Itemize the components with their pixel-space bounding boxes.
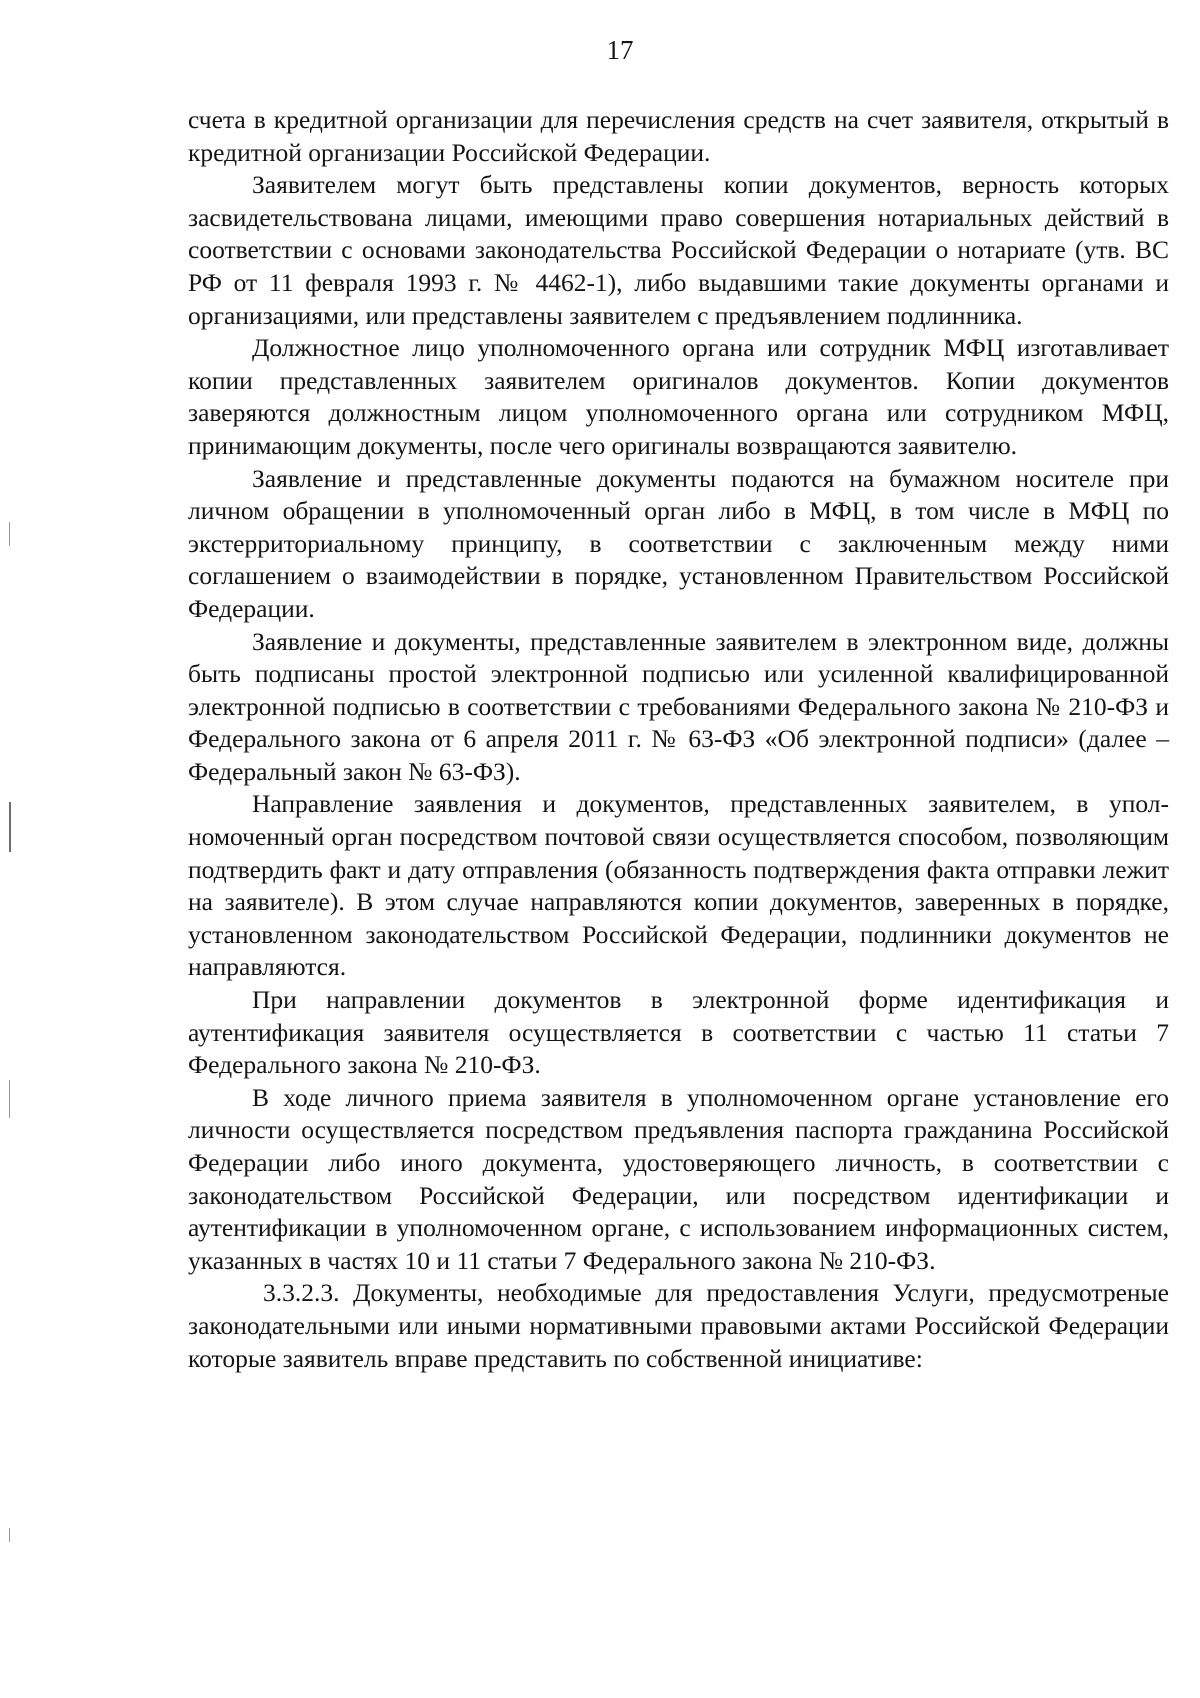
scan-artifact [9, 522, 10, 546]
scan-artifact [9, 802, 11, 852]
paragraph-copy-making: Должностное лицо уполномоченного органа или сотрудник МФЦ изготавливает копии представленных заявителем оригиналов документов. Копии документов заверяются должностным лицом уполномоченного органа или сотрудником МФЦ, принимающим документы, после чего оригиналы возвращаются заявителю. [188, 333, 1169, 460]
scan-artifact [9, 1528, 10, 1542]
paragraph-electronic-signature: Заявление и документы, представленные заявителем в электронном виде, должны быть подписаны простой электронной подписью или усиленной квалифицированной электронной подписью в соответствии с требованиями Федерального закона № 210-ФЗ и Федерального закона от 6 апреля 2011 г. № 63-ФЗ «Об электронной подписи» (далее – Федеральный закон № 63-ФЗ). [188, 626, 1169, 786]
paragraph-section-3-3-2-3: 3.3.2.3. Документы, необходимые для предоставления Услуги, предусмотреные законодательными или иными нормативными правовыми актами Российской Федерации которые заявитель вправе представить по собственной инициативе: [188, 1278, 1169, 1373]
paragraph-paper-submission: Заявление и представленные документы подаются на бумажном носителе при личном обращении в уполномоченный орган либо в МФЦ, в том числе в МФЦ по экстерриториальному принципу, в соответствии с заключенным между ними соглашением о взаимодействии в порядке, установленном Правительством Российской Федерации. [188, 463, 1169, 623]
scan-artifact [9, 1080, 10, 1118]
page-number: 17 [606, 35, 634, 65]
paragraph-electronic-identification: При направлении документов в электронной форме идентификация и аутентификация заявителя осуществляется в соответствии с частью 11 статьи 7 Федерального закона № 210-ФЗ. [188, 985, 1169, 1080]
document-body [188, 104, 1169, 1375]
paragraph-personal-reception: В ходе личного приема заявителя в уполномоченном органе установление его личности осуществляется посредством предъявления паспорта гражданина Российской Федерации либо иного документа, удостоверяющего личность, в соответствии с законодательством Российской Федерации, или посредством идентификации и аутентификации в уполномоченном органе, с использованием информационных систем, указанных в частях 10 и 11 статьи 7 Федерального закона № 210-ФЗ. [188, 1082, 1169, 1275]
paragraph-continuation: счета в кредитной организации для перечисления средств на счет заявителя, открытый в кредитной организации Российской Федерации. [188, 105, 1169, 167]
paragraph-certified-copies: Заявителем могут быть представлены копии документов, верность которых засвидетельствована лицами, имеющими право совершения нотариальных действий в соответствии с основами законодательства Российской Федерации о нотариате (утв. ВС РФ от 11 февраля 1993 г. № 4462-1), либо выдавшими такие документы органами и организациями, или представлены заявителем с предъявлением подлинника. [188, 170, 1169, 330]
paragraph-postal-submission: Направление заявления и документов, представленных заявителем, в уполномоченный орган посредством почтовой связи осуществляется способом, позволяющим подтвердить факт и дату отправления (обязанность подтверждения факта отправки лежит на заявителе). В этом случае направляются копии документов, заверенных в порядке, установленном законодательством Российской Федерации, подлинники документов не направляются. [188, 789, 1169, 982]
